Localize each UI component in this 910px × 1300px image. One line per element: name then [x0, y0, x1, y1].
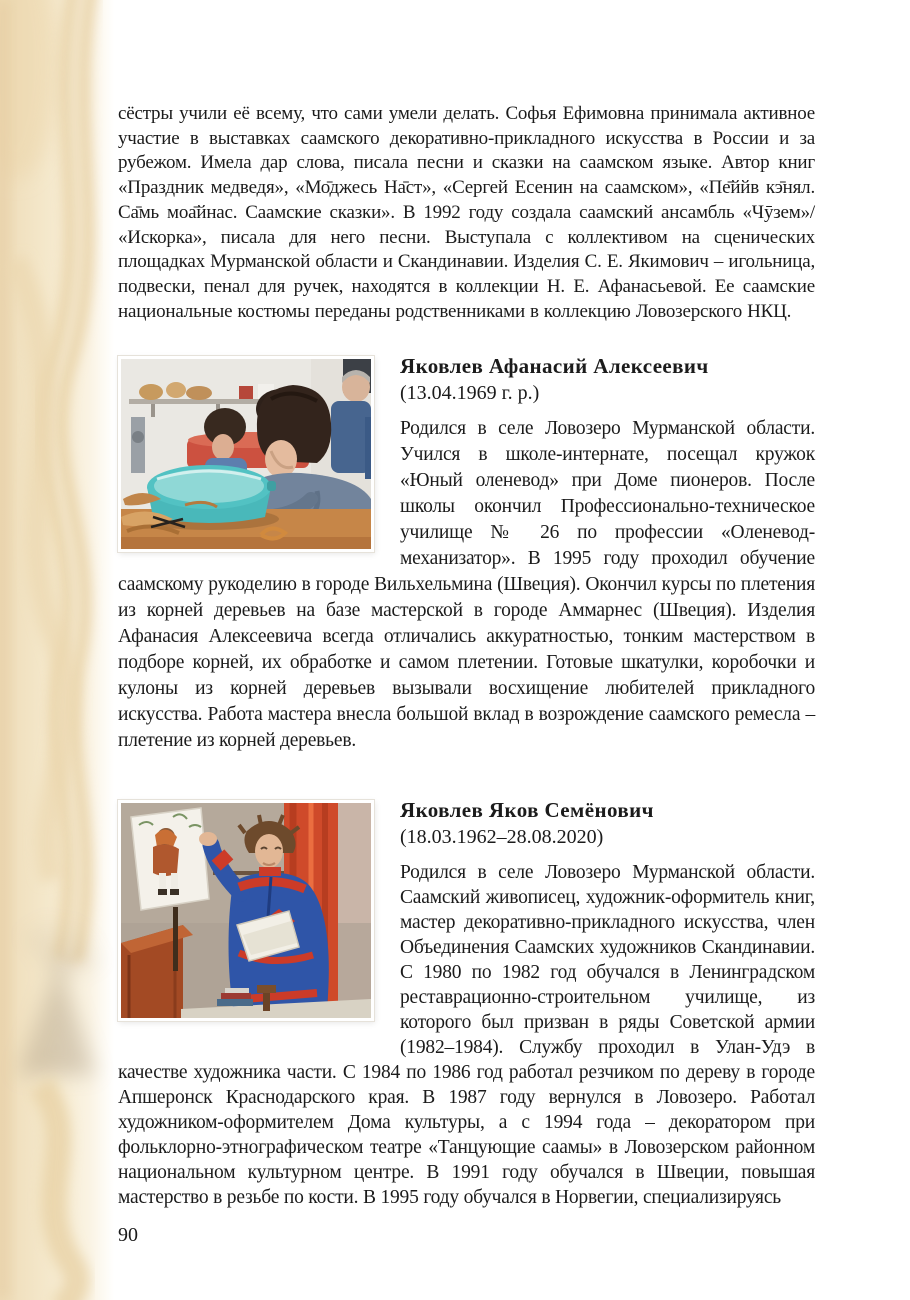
presentation-photo — [118, 800, 374, 1021]
pointing-hand — [199, 832, 217, 846]
face — [255, 834, 283, 868]
craft-workshop-root-weaving-photo — [121, 359, 371, 549]
person-dates: (18.03.1962–28.08.2020) — [400, 826, 604, 849]
illustration-board — [131, 808, 209, 910]
bio-text: Родился в селе Ловозеро Мурманской области. Учился в школе-интернате, посещал кружок «Юный оленевод» при Доме пионеров. После школы окончил Профессионально-техническое училище № 26 по профессии «Оленевод-механизатор». В 1995 году проходил обучение саамскому рукоделию в городе Вильхельмина (Швеция). Окончил курсы по плетения из корней деревьев на базе мастерской в городе Аммарнес (Швеция). Изделия Афанасия Алексеевича всегда отличались аккуратностью, тонким мастерством в подборе корней, их обработке и самом плетении. Готовые шкатулки, коробочки и кулоны из корней деревьев вызывали восхищение любителей прикладного искусства. Работа мастера внесла большой вклад в возрождение саамского ремесла – плетение из корней деревьев. — [118, 418, 815, 752]
page-number: 90 — [118, 1224, 138, 1247]
margin-bottom-swirl — [40, 1085, 77, 1300]
margin-left-edge — [0, 0, 10, 1300]
decorative-margin — [0, 0, 114, 1300]
bio-section-yakov-yakovlev — [118, 798, 815, 1210]
person-name-heading: Яковлев Афанасий Алексеевич — [400, 354, 709, 379]
sami-artist-presentation-photo — [121, 803, 371, 1018]
easel-stand — [173, 907, 178, 971]
bio-section-afanasiy-yakovlev — [118, 354, 815, 754]
bio-text: Родился в селе Ловозеро Мурманской области. Саамский живописец, художник-оформитель книг, мастер декоративно-прикладного искусства, член Объединения Саамских художников Скандинавии. С 1980 по 1982 год обучался в Ленинградском реставрационно-строительном училище, из которого был призван в ряды Советской армии (1982–1984). Службу проходил в Улан-Удэ в качестве художника части. С 1984 по 1986 год работал резчиком по дереву в городе Апшеронск Краснодарского края. В 1987 году вернулся в Ловозеро. Работал художником-оформителем Дома культуры, а с 1994 года – декоратором при фольклорно-этнографическом театре «Танцующие саамы» в Ловозерском районном национальном культурном центре. В 1991 году обучался в Швеции, повышая мастерство в резьбе по кости. В 1995 году обучался в Норвегии, специализируясь — [118, 862, 815, 1209]
book-page-content — [118, 102, 815, 1247]
person-dates: (13.04.1969 г. р.) — [400, 382, 540, 405]
intro-paragraph: сёстры учили её всему, что сами умели делать. Софья Ефимовна принимала активное участие в выставках саамского декоративно-прикладного искусства в России и за рубежом. Имела дар слова, писала песни и сказки на саамском языке. Автор книг «Праздник медведя», «Мо̄джесь На̄ст», «Сергей Есенин на саамском», «Пе̄ййв кэ̄нял. Са̄мь моа̄йнас. Саамские сказки». В 1992 году создала саамский ансамбль «Чӯзем»/ «Искорка», писала для него песни. Выступала с коллективом на сценических площадках Мурманской области и Скандинавии. Изделия С. Е. Якимович – игольница, подвески, пенал для ручек, находятся в коллекции Н. Е. Афанасьевой. Ее саамские национальные костюмы переданы родственниками в коллекцию Ловозерского НКЦ. — [118, 103, 815, 322]
person-name-heading: Яковлев Яков Семёнович — [400, 798, 654, 823]
margin-swirl-art — [0, 0, 114, 1300]
workshop-photo — [118, 356, 374, 552]
